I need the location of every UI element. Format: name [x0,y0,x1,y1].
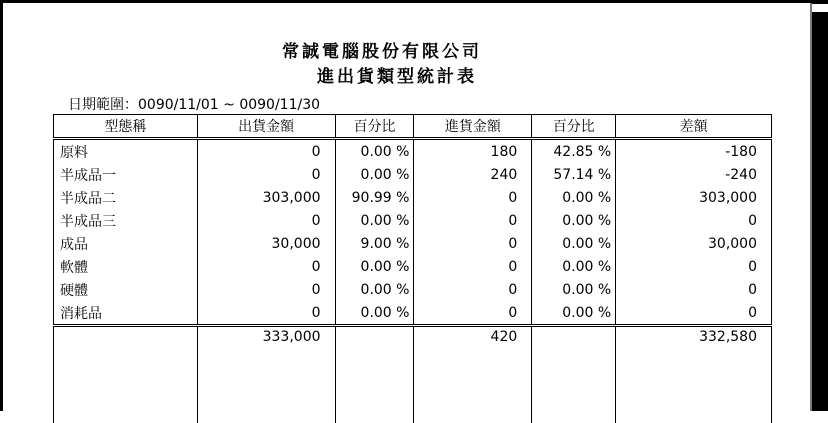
blank-cell [616,351,772,423]
cell-purchase-amount: 0 [414,209,532,232]
blank-row [54,351,772,423]
total-purchase-amount: 420 [414,326,532,352]
cell-purchase-percent: 0.00 % [532,232,616,255]
statistics-table [53,114,772,423]
table-row [54,232,772,255]
totals-label-cell [54,326,198,352]
table-row [54,301,772,326]
date-range [68,94,320,114]
blank-cell [414,351,532,423]
cell-shipment-amount: 0 [197,278,335,301]
cell-difference: 0 [616,255,772,278]
totals-empty-cell [532,326,616,352]
column-header-shipment-percent: 百分比 [335,115,414,139]
date-range-value: 0090/11/01 ~ 0090/11/30 [138,97,321,113]
table-row [54,163,772,186]
blank-cell [532,351,616,423]
cell-shipment-percent: 90.99 % [335,186,414,209]
report-frame-left [0,0,3,411]
report-frame-top [0,0,828,3]
cell-shipment-amount: 303,000 [197,186,335,209]
total-shipment-amount: 333,000 [197,326,335,352]
blank-cell [335,351,414,423]
cell-shipment-amount: 0 [197,209,335,232]
cell-shipment-percent: 0.00 % [335,278,414,301]
total-difference: 332,580 [616,326,772,352]
column-header-shipment-amount: 出貨金額 [197,115,335,139]
cell-type: 半成品一 [54,163,198,186]
cell-type: 消耗品 [54,301,198,326]
cell-difference: 0 [616,209,772,232]
cell-purchase-percent: 0.00 % [532,278,616,301]
table-row [54,255,772,278]
cell-shipment-amount: 0 [197,301,335,326]
cell-shipment-percent: 9.00 % [335,232,414,255]
column-header-purchase-percent: 百分比 [532,115,616,139]
totals-empty-cell [335,326,414,352]
cell-type: 軟體 [54,255,198,278]
cell-shipment-percent: 0.00 % [335,255,414,278]
cell-difference: 0 [616,301,772,326]
cell-shipment-amount: 0 [197,139,335,164]
cell-shipment-amount: 0 [197,255,335,278]
cell-shipment-amount: 30,000 [197,232,335,255]
report-frame-shadow [812,0,828,411]
cell-purchase-amount: 0 [414,186,532,209]
blank-cell [54,351,198,423]
cell-purchase-percent: 57.14 % [532,163,616,186]
cell-purchase-percent: 0.00 % [532,186,616,209]
table-row [54,186,772,209]
column-header-type: 型態稱 [54,115,198,139]
cell-purchase-percent: 42.85 % [532,139,616,164]
cell-type: 半成品二 [54,186,198,209]
cell-purchase-amount: 0 [414,301,532,326]
cell-difference: 30,000 [616,232,772,255]
report-title: 進出貨類型統計表 [317,67,477,87]
cell-shipment-percent: 0.00 % [335,209,414,232]
column-header-purchase-amount: 進貨金額 [414,115,532,139]
table-row [54,278,772,301]
cell-purchase-amount: 180 [414,139,532,164]
cell-shipment-amount: 0 [197,163,335,186]
cell-purchase-amount: 0 [414,232,532,255]
cell-type: 成品 [54,232,198,255]
cell-purchase-percent: 0.00 % [532,255,616,278]
table-header-row [54,115,772,139]
cell-difference: 0 [616,278,772,301]
report-frame-right [810,3,812,411]
cell-difference: -180 [616,139,772,164]
cell-type: 半成品三 [54,209,198,232]
totals-row [54,326,772,352]
cell-shipment-percent: 0.00 % [335,139,414,164]
cell-shipment-percent: 0.00 % [335,163,414,186]
date-range-label: 日期範圍： [68,97,138,113]
cell-type: 硬體 [54,278,198,301]
cell-purchase-amount: 0 [414,278,532,301]
cell-shipment-percent: 0.00 % [335,301,414,326]
cell-difference: -240 [616,163,772,186]
cell-purchase-percent: 0.00 % [532,209,616,232]
cell-purchase-amount: 240 [414,163,532,186]
blank-cell [197,351,335,423]
cell-type: 原料 [54,139,198,164]
table-row [54,209,772,232]
table-row [54,139,772,164]
cell-difference: 303,000 [616,186,772,209]
cell-purchase-percent: 0.00 % [532,301,616,326]
column-header-difference: 差額 [616,115,772,139]
cell-purchase-amount: 0 [414,255,532,278]
company-name: 常誠電腦股份有限公司 [282,42,482,62]
scroll-marker [812,4,828,12]
